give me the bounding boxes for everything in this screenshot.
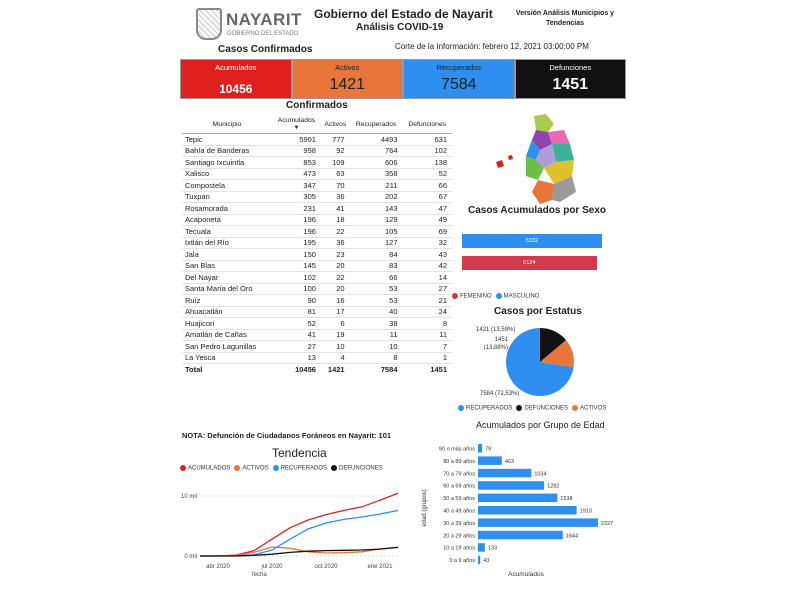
legend-label: ACTIVOS <box>242 465 269 472</box>
cell-value: 10 <box>321 341 350 353</box>
cell-value: 1421 <box>321 364 350 376</box>
age-bar[interactable] <box>478 481 544 490</box>
table-row[interactable] <box>182 249 452 261</box>
version-label: Versión Análisis Municipios y Tendencias <box>515 10 615 27</box>
tendencia-legend <box>180 465 383 472</box>
table-row[interactable] <box>182 341 452 353</box>
cell-value: 105 <box>350 226 403 238</box>
cell-value: 853 <box>272 157 321 169</box>
cell-value: 92 <box>321 145 350 157</box>
edad-chart-title: Acumulados por Grupo de Edad <box>476 420 605 430</box>
table-row[interactable] <box>182 318 452 330</box>
table-row[interactable] <box>182 157 452 169</box>
kpi-value: 7584 <box>440 76 477 93</box>
kpi-label: Recuperados <box>436 63 482 72</box>
age-bar[interactable] <box>478 494 557 503</box>
legend-activos[interactable] <box>234 465 268 472</box>
municipios-table <box>182 115 452 375</box>
cell-value: 52 <box>272 318 321 330</box>
cell-municipio: Santa María del Oro <box>182 283 272 295</box>
cell-municipio: San Pedro Lagunillas <box>182 341 272 353</box>
cell-value: 127 <box>350 237 403 249</box>
cell-value: 100 <box>272 283 321 295</box>
age-bar-value: 1538 <box>560 496 573 503</box>
table-body <box>182 134 452 376</box>
cell-value: 11 <box>350 329 403 341</box>
map-region-islands[interactable] <box>496 155 513 168</box>
sort-down-icon: ▼ <box>293 125 300 131</box>
cell-value: 16 <box>321 295 350 307</box>
cell-value: 10 <box>350 341 403 353</box>
cell-municipio: Acaponeta <box>182 214 272 226</box>
cell-value: 1451 <box>403 364 452 376</box>
cell-value: 49 <box>403 214 452 226</box>
pie-label-defunciones: 1451 (13,88%) <box>483 337 508 351</box>
table-row[interactable] <box>182 237 452 249</box>
cell-value: 102 <box>272 272 321 284</box>
kpi-label: Activos <box>335 63 360 72</box>
legend-label: ACUMULADOS <box>188 465 231 472</box>
cell-value: 358 <box>350 168 403 180</box>
y-tick-label: 0 mil <box>184 554 197 560</box>
table-row[interactable] <box>182 283 452 295</box>
cell-value: 32 <box>403 237 452 249</box>
cell-municipio: Xalisco <box>182 168 272 180</box>
page-title: Gobierno del Estado de Nayarit <box>314 7 493 21</box>
age-bar-value: 2327 <box>601 520 614 527</box>
cell-municipio: Tepic <box>182 134 272 146</box>
cell-value: 90 <box>272 295 321 307</box>
kpi-defunciones[interactable] <box>515 59 627 99</box>
table-total-row[interactable] <box>182 364 452 376</box>
cell-value: 17 <box>321 306 350 318</box>
cell-value: 41 <box>272 329 321 341</box>
col-header-acumulados[interactable] <box>272 115 321 134</box>
legend-dot <box>496 293 502 299</box>
x-tick-label: jul 2020 <box>261 564 283 570</box>
col-header-activos[interactable]: Activos <box>321 115 350 134</box>
age-bar[interactable] <box>478 531 563 540</box>
x-tick-label: ene 2021 <box>367 564 393 570</box>
legend-label: RECUPERADOS <box>466 405 513 412</box>
cell-value: 83 <box>350 260 403 272</box>
cell-value: 305 <box>272 191 321 203</box>
page-subtitle: Análisis COVID-19 <box>356 22 444 33</box>
x-tick-label: abr 2020 <box>206 564 230 570</box>
cell-municipio: San Blas <box>182 260 272 272</box>
casos-confirmados-title: Casos Confirmados <box>218 44 313 55</box>
legend-dot <box>516 405 522 411</box>
table-row[interactable] <box>182 145 452 157</box>
cell-value: 67 <box>403 191 452 203</box>
legend-label: DEFUNCIONES <box>339 465 383 472</box>
y-tick-label: 10 mil <box>180 494 197 500</box>
cell-value: 958 <box>272 145 321 157</box>
cell-value: 41 <box>321 203 350 215</box>
y-axis-label: edad (grupos) <box>422 489 428 527</box>
age-bar-value: 79 <box>485 446 492 453</box>
kpi-recuperados[interactable] <box>403 59 515 99</box>
cell-municipio: Del Nayar <box>182 272 272 284</box>
cell-value: 347 <box>272 180 321 192</box>
cell-value: 145 <box>272 260 321 272</box>
legend-label: FEMENINO <box>460 293 492 300</box>
legend-defunciones[interactable] <box>331 465 383 472</box>
sexo-chart-title: Casos Acumulados por Sexo <box>468 205 606 216</box>
legend-activos[interactable] <box>572 405 606 412</box>
bar-label: 5124 <box>523 260 536 266</box>
age-bar-value: 133 <box>487 545 498 552</box>
cell-municipio: Rosamorada <box>182 203 272 215</box>
cell-municipio: Tuxpan <box>182 191 272 203</box>
table-row[interactable] <box>182 203 452 215</box>
age-bar-value: 1913 <box>579 508 592 515</box>
cell-value: 102 <box>403 145 452 157</box>
col-header-municipio[interactable]: Municipio <box>182 115 272 134</box>
cell-municipio: Jala <box>182 249 272 261</box>
kpi-label: Acumulados <box>215 63 257 72</box>
age-category-label: 40 a 49 años <box>443 508 475 515</box>
cell-value: 4 <box>321 352 350 364</box>
cell-value: 606 <box>350 157 403 169</box>
legend-recuperados[interactable] <box>458 405 512 412</box>
cell-value: 631 <box>403 134 452 146</box>
sexo-legend <box>452 293 539 300</box>
bar-masculino[interactable] <box>462 234 602 248</box>
cell-municipio: Santiago Ixcuintla <box>182 157 272 169</box>
age-category-label: 0 a 9 años <box>449 558 475 565</box>
legend-dot <box>331 465 337 471</box>
cell-value: 81 <box>272 306 321 318</box>
legend-dot <box>572 405 578 411</box>
legend-dot <box>458 405 464 411</box>
cell-value: 14 <box>403 272 452 284</box>
cell-value: 20 <box>321 283 350 295</box>
table-title: Confirmados <box>286 100 348 111</box>
tendencia-title: Tendencia <box>272 446 327 460</box>
bar-femenino[interactable] <box>462 256 597 270</box>
col-header-recuperados[interactable]: Recuperados <box>350 115 403 134</box>
cell-value: 11 <box>403 329 452 341</box>
cell-value: 42 <box>403 260 452 272</box>
cell-value: 52 <box>403 168 452 180</box>
cell-value: 129 <box>350 214 403 226</box>
kpi-value: 1421 <box>329 76 366 93</box>
cell-value: 27 <box>403 283 452 295</box>
cell-value: 36 <box>321 191 350 203</box>
corte-informacion: Corte de la Información: febrero 12, 2021 03:00:00 PM <box>395 42 589 51</box>
cell-municipio: Huajicori <box>182 318 272 330</box>
legend-recuperados[interactable] <box>273 465 327 472</box>
age-bar[interactable] <box>478 456 502 465</box>
legend-label: MASCULINO <box>503 293 540 300</box>
age-category-label: 20 a 29 años <box>443 533 475 540</box>
cell-value: 69 <box>403 226 452 238</box>
age-bar[interactable] <box>478 556 480 565</box>
cell-value: 1 <box>403 352 452 364</box>
legend-masculino[interactable] <box>496 293 540 300</box>
cell-value: 6 <box>321 318 350 330</box>
age-bar[interactable] <box>478 469 531 478</box>
age-bar-value: 1644 <box>565 533 579 540</box>
nota-foraneos: NOTA: Defunción de Ciudadanos Foráneos en Nayarit: 101 <box>182 431 392 440</box>
series-line-acumulados[interactable] <box>200 493 398 556</box>
col-header-defunciones[interactable]: Defunciones <box>403 115 452 134</box>
cell-municipio: Ruíz <box>182 295 272 307</box>
legend-acumulados[interactable] <box>180 465 230 472</box>
legend-label: ACTIVOS <box>580 405 607 412</box>
legend-dot <box>273 465 279 471</box>
cell-value: 43 <box>403 249 452 261</box>
legend-label: DEFUNCIONES <box>524 405 569 412</box>
pie-label-recuperados: 7584 (72,53%) <box>480 391 520 397</box>
table-row[interactable] <box>182 180 452 192</box>
legend-dot <box>452 293 458 299</box>
cell-value: 53 <box>350 295 403 307</box>
edad-bar-chart <box>416 436 636 578</box>
table-row[interactable] <box>182 214 452 226</box>
dashboard-page <box>160 0 642 600</box>
age-bar-value: 43 <box>483 558 490 565</box>
cell-municipio: Tecuala <box>182 226 272 238</box>
tendencia-line-chart <box>170 478 410 578</box>
cell-value: 196 <box>272 214 321 226</box>
x-axis-label: Acumulados <box>508 571 544 578</box>
cell-value: 23 <box>321 249 350 261</box>
col-header-label: Acumulados <box>277 117 316 124</box>
cell-value: 8 <box>403 318 452 330</box>
legend-defunciones[interactable] <box>516 405 568 412</box>
cell-value: 20 <box>321 260 350 272</box>
logo-sub: GOBIERNO DEL ESTADO <box>227 31 299 37</box>
cell-value: 21 <box>403 295 452 307</box>
cell-value: 84 <box>350 249 403 261</box>
age-category-label: 50 a 59 años <box>443 496 475 503</box>
cell-value: 4493 <box>350 134 403 146</box>
cell-municipio: Ahuacatlán <box>182 306 272 318</box>
cell-value: 777 <box>321 134 350 146</box>
legend-dot <box>234 465 240 471</box>
table-row[interactable] <box>182 306 452 318</box>
cell-value: 195 <box>272 237 321 249</box>
cell-value: 473 <box>272 168 321 180</box>
cell-municipio: La Yesca <box>182 352 272 364</box>
kpi-value: 10456 <box>219 82 253 96</box>
map-region-orange[interactable] <box>532 180 554 204</box>
table-row[interactable] <box>182 168 452 180</box>
cell-value: 7 <box>403 341 452 353</box>
x-axis-label: fecha <box>252 572 267 578</box>
cell-value: 27 <box>272 341 321 353</box>
cell-value: 8 <box>350 352 403 364</box>
cell-municipio: Amatlán de Cañas <box>182 329 272 341</box>
pie-label-activos: 1421 (13,59%) <box>476 327 516 333</box>
table-row[interactable] <box>182 295 452 307</box>
cell-municipio: Ixtlán del Río <box>182 237 272 249</box>
estatus-chart-title: Casos por Estatus <box>494 306 582 317</box>
logo-name: NAYARIT <box>226 10 302 29</box>
cell-value: 18 <box>321 214 350 226</box>
age-bar-value: 463 <box>504 458 515 465</box>
age-bar-value: 1034 <box>534 471 547 478</box>
cell-value: 143 <box>350 203 403 215</box>
cell-value: 764 <box>350 145 403 157</box>
table-row[interactable] <box>182 329 452 341</box>
age-category-label: 90 o más años <box>438 446 475 453</box>
table-row[interactable] <box>182 134 452 146</box>
cell-value: 109 <box>321 157 350 169</box>
cell-value: 10456 <box>272 364 321 376</box>
age-bar[interactable] <box>478 518 598 527</box>
age-bar[interactable] <box>478 506 577 515</box>
cell-value: 40 <box>350 306 403 318</box>
cell-municipio: Bahía de Banderas <box>182 145 272 157</box>
nayarit-logo <box>196 6 314 42</box>
age-category-label: 70 a 79 años <box>443 471 475 478</box>
kpi-activos[interactable] <box>292 59 404 99</box>
table-row[interactable] <box>182 226 452 238</box>
cell-value: 13 <box>272 352 321 364</box>
cell-value: 5901 <box>272 134 321 146</box>
age-bar[interactable] <box>478 543 485 552</box>
cell-municipio: Total <box>182 364 272 376</box>
table-row[interactable] <box>182 352 452 364</box>
estatus-legend <box>458 405 606 412</box>
cell-value: 22 <box>321 226 350 238</box>
cell-value: 19 <box>321 329 350 341</box>
kpi-cards <box>180 59 626 99</box>
series-line-defunciones[interactable] <box>200 547 398 556</box>
cell-value: 36 <box>321 237 350 249</box>
cell-value: 38 <box>350 318 403 330</box>
legend-label: RECUPERADOS <box>280 465 328 472</box>
map-region-north[interactable] <box>534 114 554 132</box>
age-bar-value: 1282 <box>547 483 560 490</box>
cell-value: 63 <box>321 168 350 180</box>
cell-value: 70 <box>321 180 350 192</box>
age-category-label: 10 a 19 años <box>443 545 475 552</box>
kpi-acumulados[interactable] <box>180 59 292 99</box>
kpi-label: Defunciones <box>549 63 592 72</box>
cell-value: 138 <box>403 157 452 169</box>
cell-value: 211 <box>350 180 403 192</box>
cell-value: 196 <box>272 226 321 238</box>
table-row[interactable] <box>182 272 452 284</box>
x-tick-label: oct 2020 <box>314 564 338 570</box>
legend-femenino[interactable] <box>452 293 492 300</box>
table-row[interactable] <box>182 260 452 272</box>
nayarit-map <box>482 110 592 210</box>
cell-value: 66 <box>403 180 452 192</box>
cell-value: 53 <box>350 283 403 295</box>
cell-municipio: Compostela <box>182 180 272 192</box>
age-bar[interactable] <box>478 444 482 453</box>
cell-value: 47 <box>403 203 452 215</box>
cell-value: 231 <box>272 203 321 215</box>
age-category-label: 80 a 89 años <box>443 458 475 465</box>
cell-value: 202 <box>350 191 403 203</box>
table-row[interactable] <box>182 191 452 203</box>
legend-dot <box>180 465 186 471</box>
cell-value: 7584 <box>350 364 403 376</box>
age-category-label: 60 a 69 años <box>443 483 475 490</box>
cell-value: 66 <box>350 272 403 284</box>
kpi-value: 1451 <box>552 76 589 93</box>
age-category-label: 30 a 39 años <box>443 520 475 527</box>
cell-value: 150 <box>272 249 321 261</box>
cell-value: 24 <box>403 306 452 318</box>
cell-value: 22 <box>321 272 350 284</box>
bar-label: 5332 <box>525 238 539 244</box>
shield-icon <box>196 8 222 40</box>
